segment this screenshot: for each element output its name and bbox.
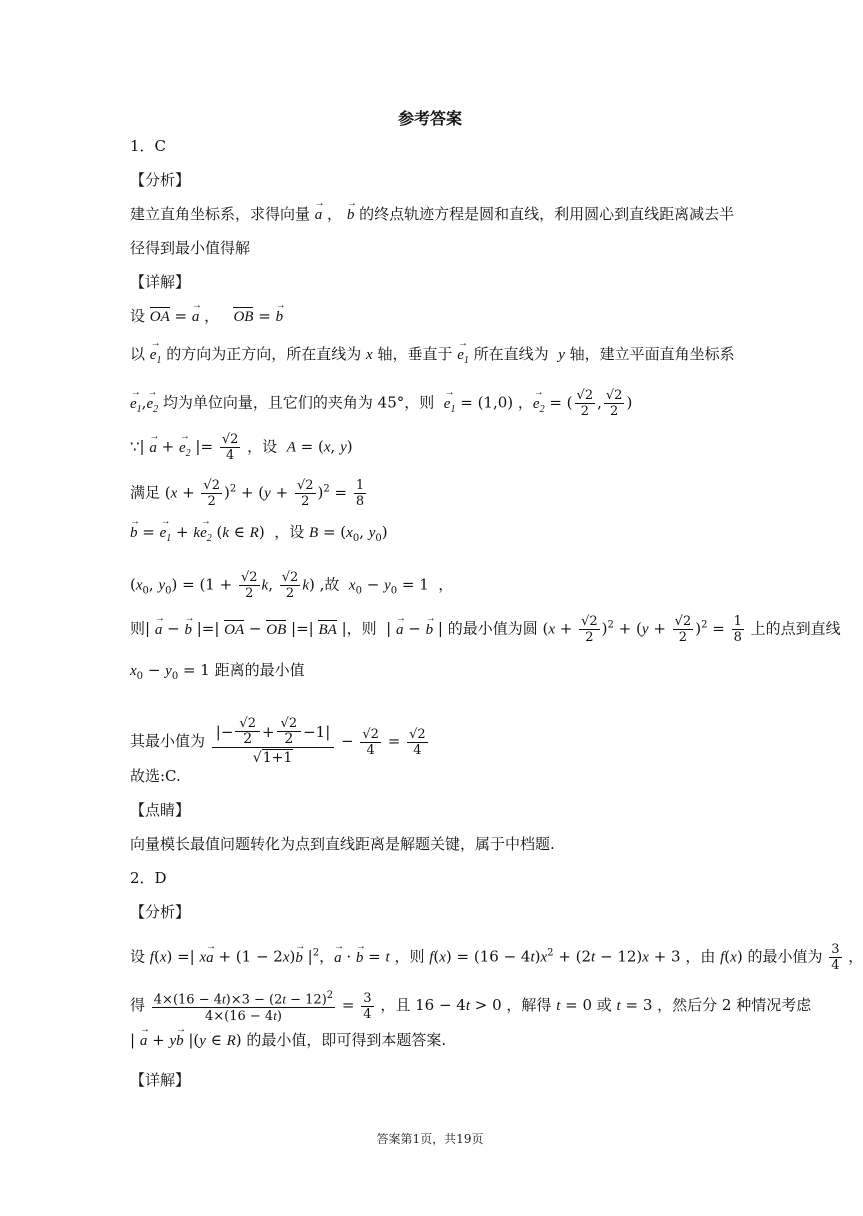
page-title: 参考答案 (397, 109, 462, 128)
q1-detail-line7: ($x_0$, $y_0) = (1$ + $\frac{√2}{2}$ k, $\frac{√2}{2}$ k) ,故 $x_0 - y_0 = 1$ ， (130, 570, 454, 601)
q1-detail-line2: 以 → $e_1$ 的方向为正方向，所在直线为 x 轴，垂直于 → $e_1$ 所在直线为 y 轴，建立平面直角坐标系 (130, 344, 735, 371)
q2-analysis-line3: | → a + y→ b |(y ∈ R) 的最小值，即可得到本题答案. (130, 1030, 446, 1051)
q1-detail-line8: 则| → a − → b |=| OA − OB |=| BA |，则 | → a − → b | 的最小值为圆 (x + $\frac{√2}{2}$ )$^2$ + (y + $\frac{√2}{2}$ )$^2$ = $\frac{1}{8}$ 上的点到直线 (130, 614, 841, 645)
q1-analysis-line2: 径得到最小值得解 (130, 239, 251, 257)
q1-detail-line9: $x_0 - y_0 = 1$ 距离的最小值 (130, 661, 305, 682)
q1-number: 1．C (130, 137, 167, 155)
q2-analysis-line2: 得 $\frac{4\times(16 - 4t)\times 3 - (2t - 12)^2}{4\times(16 - 4t)}$ = $\frac{3}{4}$ ，且 16 − 4t > 0 ，解得 t = 0 或 t = 3 ，然后分 2 种情况考虑 (130, 990, 812, 1025)
q1-analysis-line1: 建立直角坐标系，求得向量 → a ， → b 的终点轨迹方程是圆和直线，利用圆心到直线距离减去半 (130, 204, 734, 225)
q1-detail-line3: → $e_1,\to e_2$ 均为单位向量，且它们的夹角为 45°，则 → $e_1 = (1,0)$ ，→ $e_2$ = ( $\frac{√2}{2}$ , $\frac{√2}{2}$ ) (130, 388, 632, 420)
q1-detail-line5: 满足 (x + $\frac{√2}{2}$ )$^2$ + (y + $\frac{√2}{2}$ )$^2$ = $\frac{1}{8}$ (130, 478, 365, 509)
q1-detail-line10: 其最小值为 |− $\frac{√2}{2}$ + $\frac{√2}{2}$ −1| √1+1 − $\frac{√2}{4}$ = $\frac{√2}{4}$ (130, 716, 426, 766)
q1-detail-tag: 【详解】 (130, 273, 191, 291)
q2-analysis-tag: 【分析】 (130, 903, 191, 921)
page-footer: 答案第1页，共19页 (376, 1132, 484, 1146)
q1-comment: 向量模长最值问题转化为点到直线距离是解题关键，属于中档题. (130, 835, 555, 853)
q1-detail-line1: 设 OA = → a ， OB = → b (130, 306, 283, 327)
q2-number: 2．D (130, 869, 167, 887)
q2-detail-tag: 【详解】 (130, 1071, 191, 1089)
q1-analysis-tag: 【分析】 (130, 171, 191, 189)
q1-detail-line4: ∵| → a + → $e_2$ |= $\frac{√2}{4}$ ，设 A = (x, y) (130, 432, 353, 464)
q1-detail-line6: → b = → $e_1 + k\to e_2$ (k ∈ R) ，设 $B = (x_0$, $y_0$) (130, 522, 388, 549)
q1-comment-tag: 【点睛】 (130, 801, 191, 819)
q1-detail-line11: 故选:C. (130, 767, 181, 785)
q2-analysis-line1: 设 f(x) =| x→ a + (1 − 2x)→ b $|^2$，→ a · → b = t ，则 $f(x) = (16 - 4t)x^2 + (2t - 12)x + 3$ ，由 f(x) 的最小值为 $\frac{3}{4}$ ， (130, 942, 863, 973)
